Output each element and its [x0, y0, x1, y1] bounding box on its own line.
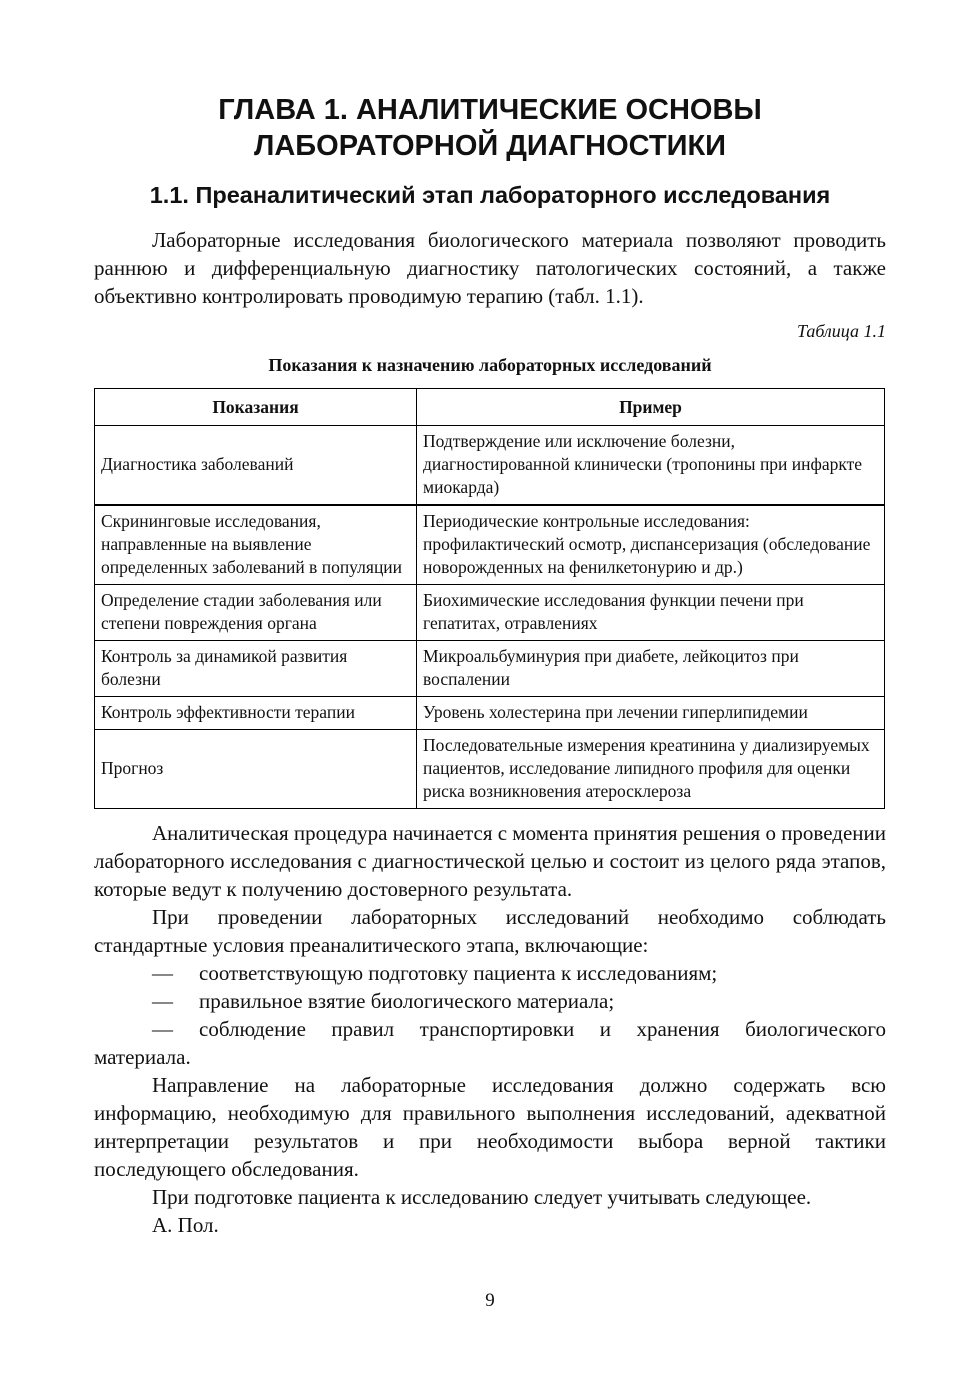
table-row [95, 426, 885, 506]
example-cell: Биохимические исследования функции печени при гепатитах, отравлениях [417, 585, 885, 641]
chapter-title-line-1: ГЛАВА 1. АНАЛИТИЧЕСКИЕ ОСНОВЫ [218, 94, 762, 126]
body-paragraph: При подготовке пациента к исследованию следует учитывать следующее. [152, 1185, 812, 1209]
example-cell: Уровень холестерина при лечении гиперлипидемии [417, 697, 885, 730]
table-row [95, 641, 885, 697]
table-label: Таблица 1.1 [796, 321, 886, 341]
list-dash: — [152, 989, 173, 1013]
list-dash: — [152, 1017, 173, 1041]
table-header-row [95, 389, 885, 426]
table-row [95, 697, 885, 730]
indication-cell: Прогноз [95, 730, 417, 809]
indication-cell: Контроль за динамикой развития болезни [95, 641, 417, 697]
header-indications: Показания [95, 389, 417, 426]
indication-cell: Скрининговые исследования, направленные на выявление определенных заболеваний в популяции [95, 505, 417, 585]
body-paragraph: Направление на лабораторные исследования должно содержать всю информацию, необходимую для правильного выполнения исследований, адекватной интерпретации результатов и при необходимости выбора верной тактики последующего обследования. [94, 1073, 886, 1181]
list-item-text: соответствующую подготовку пациента к исследованиям; [199, 961, 718, 985]
chapter-title-line-2: ЛАБОРАТОРНОЙ ДИАГНОСТИКИ [254, 130, 726, 162]
chapter-title [94, 92, 886, 164]
table-row [95, 585, 885, 641]
page-content [94, 92, 886, 1239]
example-cell: Периодические контрольные исследования: профилактический осмотр, диспансеризация (обследование новорожденных на фенилкетонурию и др.) [417, 505, 885, 585]
table-row [95, 730, 885, 809]
header-example: Пример [417, 389, 885, 426]
table-caption: Показания к назначению лабораторных исследований [268, 355, 712, 375]
list-item [94, 959, 886, 987]
indication-cell: Диагностика заболеваний [95, 426, 417, 506]
body-paragraph: Аналитическая процедура начинается с момента принятия решения о проведении лабораторного исследования с диагностической целью и состоит из целого ряда этапов, которые ведут к получению достоверного результата. [94, 821, 886, 901]
indication-cell: Определение стадии заболевания или степени повреждения органа [95, 585, 417, 641]
body-paragraph: При проведении лабораторных исследований необходимо соблюдать стандартные условия преаналитического этапа, включающие: [94, 905, 886, 957]
list-dash: — [152, 961, 173, 985]
list-item [94, 987, 886, 1015]
example-cell: Последовательные измерения креатинина у диализируемых пациентов, исследование липидного профиля для оценки риска возникновения атеросклероза [417, 730, 885, 809]
intro-paragraph: Лабораторные исследования биологического материала позволяют проводить раннюю и дифференциальную диагностику патологических состояний, а также объективно контролировать проводимую терапию (табл. 1.1). [94, 228, 886, 308]
example-cell: Микроальбуминурия при диабете, лейкоцитоз при воспалении [417, 641, 885, 697]
example-cell: Подтверждение или исключение болезни, диагностированной клинически (тропонины при инфаркте миокарда) [417, 426, 885, 506]
body-paragraph: А. Пол. [152, 1213, 219, 1237]
list-item-text: правильное взятие биологического материала; [199, 989, 615, 1013]
list-item [94, 1015, 886, 1071]
page-number: 9 [485, 1290, 495, 1311]
table-row [95, 505, 885, 585]
indication-cell: Контроль эффективности терапии [95, 697, 417, 730]
indications-table [94, 388, 885, 809]
list-item-text: соблюдение правил транспортировки и хранения биологического материала. [94, 1017, 886, 1069]
section-title: 1.1. Преаналитический этап лабораторного исследования [149, 182, 831, 208]
